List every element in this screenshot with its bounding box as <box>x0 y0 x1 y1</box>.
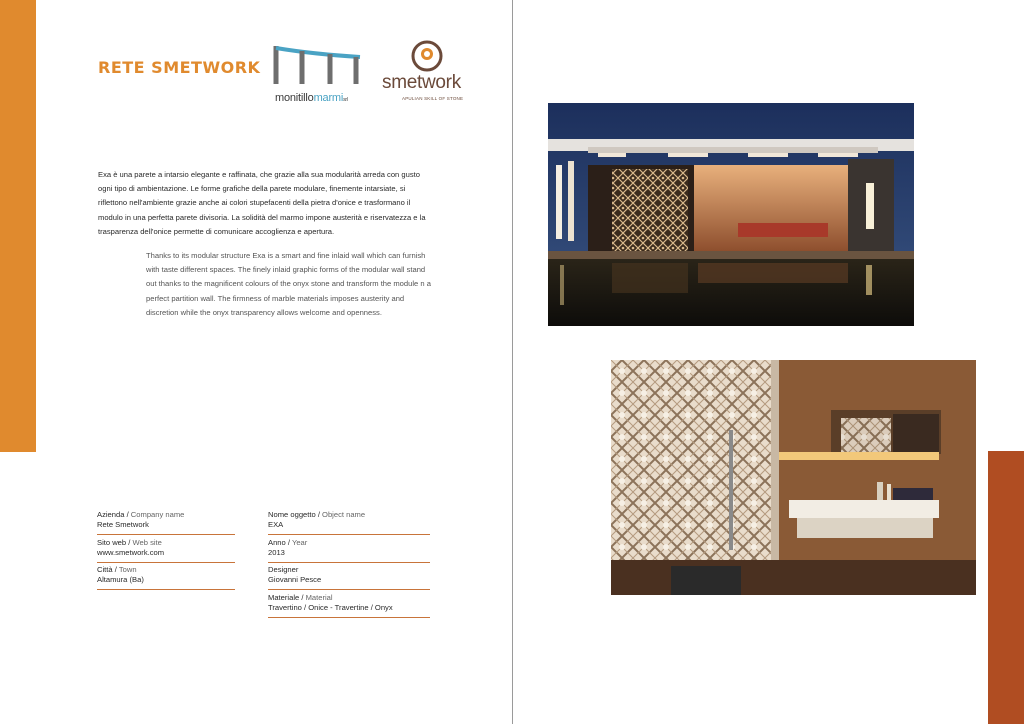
brand-title: RETE SMETWORK <box>98 58 261 77</box>
designer-info <box>268 565 430 590</box>
object-info: Nome oggetto / Object name EXA <box>268 510 430 535</box>
material-value: Travertino / Onice - Travertine / Onyx <box>268 603 393 612</box>
year-value: 2013 <box>268 548 285 557</box>
material-label-it: Materiale <box>268 593 300 602</box>
smetwork-logo-tagline: APULIAN SKILL OF STONE <box>402 96 464 101</box>
website-value: www.smetwork.com <box>97 548 165 557</box>
website-label-it: Sito web <box>97 538 127 547</box>
material-info: Materiale / Material Travertino / Onice - Travertine / Onyx <box>268 593 430 618</box>
material-label-en: Material <box>305 593 333 602</box>
object-label-en: Object name <box>322 510 366 519</box>
bathroom-lattice-photo <box>611 360 976 595</box>
monitillo-logo-text <box>275 92 348 104</box>
monitillo-logo-accent: marmi <box>313 92 344 104</box>
designer-value: Giovanni Pesce <box>268 575 322 584</box>
smetwork-emblem-icon <box>410 40 444 72</box>
description-english: Thanks to its modular structure Exa is a smart and fine inlaid wall which can furnish with taste different spaces. The finely inlaid graphic forms of the modular wall stand out thanks to the magnificent colours of the onyx stone and transform the module n a perfect partition wall. The firmness of marble materials imposes austerity and discretion while the onyx transparency allows welcome and openness. <box>146 251 431 317</box>
company-info: Azienda / Company name Rete Smetwork <box>97 510 235 535</box>
company-label-it: Azienda <box>97 510 125 519</box>
monitillo-marmi-logo <box>272 40 368 110</box>
year-label-en: Year <box>291 538 308 547</box>
website-info: Sito web / Web site www.smetwork.com <box>97 538 235 563</box>
pavilion-night-photo <box>548 103 914 326</box>
year-info: Anno / Year 2013 <box>268 538 430 563</box>
smetwork-logo-word: smetwork <box>382 72 461 93</box>
right-accent-bar <box>988 451 1024 724</box>
object-value: EXA <box>268 520 284 529</box>
website-label-en: Web site <box>132 538 162 547</box>
town-info: Città / Town Altamura (Ba) <box>97 565 235 590</box>
designer-label-it: Designer <box>268 565 299 574</box>
left-accent-bar <box>0 0 36 452</box>
company-value: Rete Smetwork <box>97 520 149 529</box>
town-value: Altamura (Ba) <box>97 575 144 584</box>
page-spread-divider <box>512 0 513 724</box>
monitillo-logo-mark-icon <box>272 40 368 90</box>
smetwork-logo <box>380 40 480 104</box>
town-label-it: Città <box>97 565 113 574</box>
object-label-it: Nome oggetto <box>268 510 316 519</box>
company-label-en: Company name <box>130 510 185 519</box>
description-italian: Exa è una parete a intarsio elegante e raffinata, che grazie alla sua modularità arreda con gusto ogni tipo di ambientazione. Le forme grafiche della parete modulare, finemente intarsiate, si riflettono nell'ambiente grazie anche ai colori stupefacenti della pietra d'onice e trasformano il modulo in una perfetta parete divisoria. La solidità del marmo impone austerità e riservatezza e la trasparenza dell'onice permette di comunicare accoglienza e apertura. <box>98 170 426 236</box>
year-label-it: Anno <box>268 538 286 547</box>
monitillo-logo-prefix: monitillo <box>275 92 314 104</box>
town-label-en: Town <box>118 565 137 574</box>
monitillo-logo-suffix: srl <box>343 97 348 103</box>
